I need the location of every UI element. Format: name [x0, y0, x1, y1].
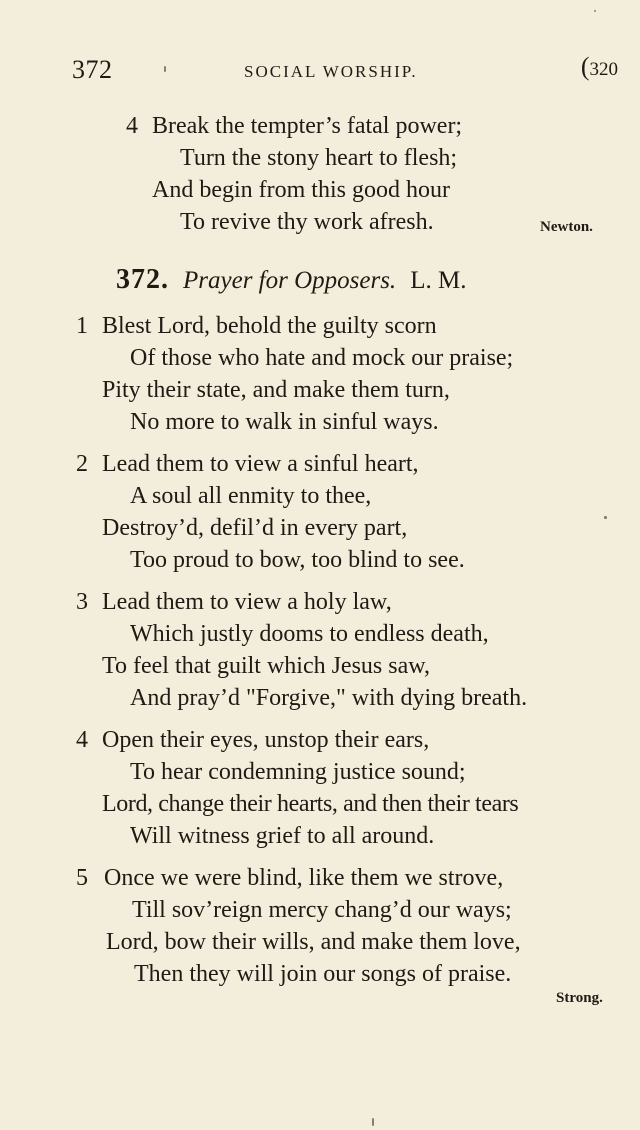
attribution: Strong. [556, 990, 603, 1006]
verse-line: To revive thy work afresh. [180, 209, 434, 235]
hymn-number: 372. [116, 264, 169, 295]
hymn-heading [116, 264, 466, 296]
verse-line: To hear condemning justice sound; [130, 759, 466, 785]
verse-line: Break the tempter’s fatal power; [152, 113, 463, 139]
verse-line: Destroy’d, defil’d in every part, [102, 515, 408, 541]
verse-line: To feel that guilt which Jesus saw, [102, 653, 431, 679]
paper-speck [604, 516, 607, 519]
attribution: Newton. [540, 219, 593, 235]
hymn-reference [580, 52, 618, 81]
verse-line: Till sov’reign mercy chang’d our ways; [132, 897, 512, 923]
stanza-number: 4 [76, 727, 88, 753]
verse-line: A soul all enmity to thee, [130, 483, 372, 509]
verse-line: And begin from this good hour [152, 177, 450, 203]
verse-line: Of those who hate and mock our praise; [130, 345, 514, 371]
verse-line: And pray’d "Forgive," with dying breath. [130, 685, 528, 711]
verse-line: Lead them to view a sinful heart, [102, 451, 419, 477]
verse-line: Then they will join our songs of praise. [134, 961, 512, 987]
verse-line: Open their eyes, unstop their ears, [102, 727, 430, 753]
paper-speck [164, 66, 166, 72]
hymn-reference-paren: ( [580, 52, 590, 81]
hymn-reference-number: 320 [589, 59, 618, 80]
hymn-meter: L. M. [410, 267, 467, 294]
verse-line: Will witness grief to all around. [130, 823, 435, 849]
paper-speck [594, 10, 596, 12]
stanza-number: 2 [76, 451, 88, 477]
verse-line: Which justly dooms to endless death, [130, 621, 489, 647]
verse-line: Pity their state, and make them turn, [102, 377, 450, 403]
verse-line: Too proud to bow, too blind to see. [130, 547, 465, 573]
stanza-number: 5 [76, 865, 88, 891]
verse-line: Blest Lord, behold the guilty scorn [102, 313, 437, 339]
verse-line: No more to walk in sinful ways. [130, 409, 439, 435]
verse-line: Lead them to view a holy law, [102, 589, 392, 615]
paper-speck [372, 1118, 374, 1126]
verse-line: Lord, change their hearts, and then their tears [102, 791, 519, 817]
stanza-number: 4 [126, 113, 138, 139]
verse-line: Turn the stony heart to flesh; [180, 145, 458, 171]
page-header [72, 52, 618, 89]
verse-line: Once we were blind, like them we strove, [104, 865, 504, 891]
running-head: SOCIAL WORSHIP. [244, 62, 418, 81]
verse-line: Lord, bow their wills, and make them love, [106, 929, 521, 955]
stanza-number: 1 [76, 313, 88, 339]
page-number: 372 [72, 55, 113, 84]
hymn-title: Prayer for Opposers. [183, 267, 397, 294]
stanza-number: 3 [76, 589, 88, 615]
